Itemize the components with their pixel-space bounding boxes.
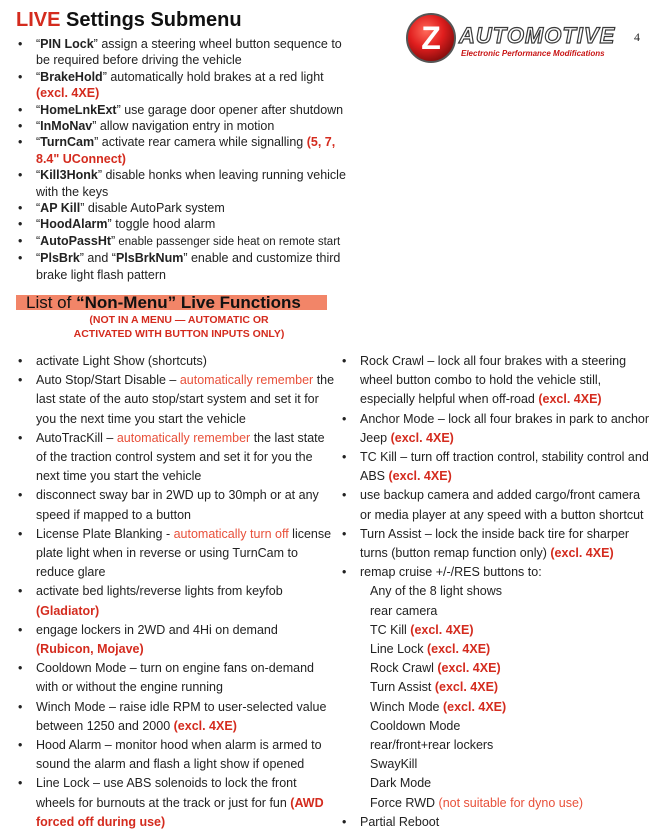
section-heading-pre: List of xyxy=(26,293,77,312)
setting-description: use garage door opener after shutdown xyxy=(120,102,344,117)
title-live: LIVE xyxy=(16,9,61,31)
function-item-text: Rock Crawl – lock all four brakes with a steering wheel button combo to hold the vehicle still, especially helpful when off-road xyxy=(360,354,627,407)
remap-option xyxy=(370,755,652,774)
setting-name: TurnCam xyxy=(40,135,95,150)
function-item-highlight: automatically remember xyxy=(179,373,314,388)
function-item xyxy=(16,774,336,832)
setting-item: • “HoodAlarm” toggle hood alarm xyxy=(16,216,346,232)
setting-description: enable and customize third brake light flash pattern xyxy=(36,251,341,282)
functions-left-column xyxy=(16,352,336,832)
section-heading xyxy=(26,293,301,313)
function-item-note: (excl. 4XE) xyxy=(173,718,237,733)
function-item xyxy=(340,813,652,832)
title-rest: Settings Submenu xyxy=(60,9,242,31)
setting-description: disable honks when leaving running vehicle with the keys xyxy=(36,168,346,199)
remap-option xyxy=(370,678,652,697)
logo-graphic xyxy=(405,12,620,64)
function-item-note: (Rubicon, Mojave) xyxy=(36,642,144,657)
function-item-text-cont: the last state of the auto stop/start system and set it for you the next time you start the vehicle xyxy=(36,373,335,426)
remap-option xyxy=(370,794,652,813)
function-item-text: Winch Mode – raise idle RPM to user-selected value between 1250 and 2000 xyxy=(36,699,327,733)
setting-description: assign a steering wheel button sequence to be required before driving the vehicle xyxy=(36,37,342,68)
function-item-text: activate Light Show (shortcuts) xyxy=(36,354,207,368)
function-item xyxy=(16,486,336,524)
function-item-text: Turn Assist – lock the inside back tire for sharper turns (button remap function only) xyxy=(360,526,630,561)
function-item-text: Cooldown Mode – turn on engine fans on-demand with or without the engine running xyxy=(36,661,314,695)
remap-option-text: Dark Mode xyxy=(370,776,432,791)
function-item-note: (excl. 4XE) xyxy=(388,469,452,484)
function-item-note: (excl. 4XE) xyxy=(550,546,614,561)
function-item-text: TC Kill – turn off traction control, stability control and ABS xyxy=(360,450,649,484)
function-item xyxy=(16,371,336,429)
function-item-text: Auto Stop/Start Disable – xyxy=(36,373,180,388)
remap-option xyxy=(370,602,652,621)
setting-name: InMoNav xyxy=(40,119,93,134)
remap-option-text: TC Kill xyxy=(370,622,411,637)
functions-right-column xyxy=(340,352,652,832)
remap-option xyxy=(370,736,652,755)
setting-item: • “BrakeHold” automatically hold brakes at a red light (excl. 4XE) xyxy=(16,69,346,102)
setting-name: HoodAlarm xyxy=(40,217,108,232)
function-item-note: (Gladiator) xyxy=(36,603,100,618)
setting-description: toggle hood alarm xyxy=(111,217,216,232)
function-item-text: Hood Alarm – monitor hood when alarm is armed to sound the alarm and flash a light show if opened xyxy=(36,738,322,772)
remap-option-note: (excl. 4XE) xyxy=(442,699,507,714)
function-item xyxy=(16,582,336,620)
remap-option-text: Winch Mode xyxy=(370,699,443,714)
remap-option-text: Line Lock xyxy=(370,642,427,657)
remap-option-highlight: (not suitable for dyno use) xyxy=(438,795,584,810)
logo-word: AUTOMOTIVE xyxy=(459,23,616,48)
function-item xyxy=(340,448,652,486)
setting-name: Kill3Honk xyxy=(40,168,98,183)
setting-name: AutoPassHt xyxy=(40,233,112,248)
function-item xyxy=(340,352,652,410)
setting-name: AP Kill xyxy=(40,201,81,216)
function-item-text: Anchor Mode – lock all four brakes in park to anchor Jeep xyxy=(360,411,650,445)
setting-name: PlsBrk xyxy=(40,251,80,266)
setting-description: activate rear camera while signalling xyxy=(98,135,307,150)
remap-option-note: (excl. 4XE) xyxy=(437,661,501,676)
remap-option-text: Cooldown Mode xyxy=(370,718,461,733)
setting-name: BrakeHold xyxy=(40,69,103,84)
setting-note: (excl. 4XE) xyxy=(36,86,100,101)
remap-option xyxy=(370,582,652,601)
function-item-highlight: automatically remember xyxy=(116,430,251,445)
function-item-text: engage lockers in 2WD and 4Hi on demand xyxy=(36,622,278,637)
remap-option xyxy=(370,621,652,640)
setting-item: • “Kill3Honk” disable honks when leaving running vehicle with the keys xyxy=(16,167,346,200)
function-item xyxy=(340,563,652,582)
setting-item: • “InMoNav” allow navigation entry in motion xyxy=(16,118,346,134)
remap-option-text: SwayKill xyxy=(370,757,418,772)
function-item-text: AutoTracKill – xyxy=(36,430,117,445)
function-item xyxy=(16,736,336,774)
section-subheading-line2: ACTIVATED WITH BUTTON INPUTS ONLY) xyxy=(73,328,285,340)
remap-option xyxy=(370,698,652,717)
setting-item: • “PIN Lock” assign a steering wheel button sequence to be required before driving the vehicle xyxy=(16,36,346,69)
remap-option-note: (excl. 4XE) xyxy=(410,622,474,637)
setting-item: • “AP Kill” disable AutoPark system xyxy=(16,200,346,216)
remap-option-text: Any of the 8 light shows xyxy=(370,584,503,599)
setting-description: disable AutoPark system xyxy=(84,201,225,216)
function-item xyxy=(340,410,652,448)
page-title xyxy=(16,9,242,32)
setting-item: • “AutoPassHt” enable passenger side heat on remote start xyxy=(16,233,346,250)
function-item-text-cont: the last state of the traction control system and set it for you the next time you start the vehicle xyxy=(36,430,325,484)
section-heading-bold: “Non-Menu” Live Functions xyxy=(76,293,301,312)
logo-letter: Z xyxy=(421,20,441,56)
function-item-note: (excl. 4XE) xyxy=(538,392,602,407)
remap-option-text: Rock Crawl xyxy=(370,661,438,676)
function-item xyxy=(16,698,336,736)
function-item-text: disconnect sway bar in 2WD up to 30mph or at any speed if mapped to a button xyxy=(36,488,319,522)
function-item-text: use backup camera and added cargo/front camera or media player at any speed with a button shortcut xyxy=(360,488,644,522)
function-item xyxy=(16,429,336,487)
section-subheading-line1: (NOT IN A MENU — AUTOMATIC OR xyxy=(89,314,269,326)
logo-tagline: Electronic Performance Modifications xyxy=(461,49,605,58)
setting-item: • “PlsBrk” and “PlsBrkNum” enable and customize third brake light flash pattern xyxy=(16,250,346,283)
page-number: 4 xyxy=(634,30,640,44)
function-item-text: Line Lock – use ABS solenoids to lock the front wheels for burnouts at the track or just for fun xyxy=(36,776,297,810)
section-subheading xyxy=(20,313,338,341)
remap-option-text: rear/front+rear lockers xyxy=(370,738,494,753)
remap-option-note: (excl. 4XE) xyxy=(434,680,499,695)
function-item xyxy=(16,352,336,371)
function-item xyxy=(16,621,336,659)
setting-name: PIN Lock xyxy=(40,37,94,51)
function-item-text: activate bed lights/reverse lights from keyfob xyxy=(36,584,283,599)
settings-list xyxy=(16,36,346,283)
function-item-text: remap cruise +/-/RES buttons to: xyxy=(360,565,542,580)
function-item xyxy=(16,659,336,697)
setting-item: • “TurnCam” activate rear camera while signalling (5, 7, 8.4" UConnect) xyxy=(16,134,346,167)
remap-option-text: Turn Assist xyxy=(370,680,435,695)
setting-description: automatically hold brakes at a red light xyxy=(106,69,324,84)
function-item-note: (AWD forced off during use) xyxy=(36,795,324,829)
remap-option xyxy=(370,659,652,678)
setting-joiner: and xyxy=(83,251,112,266)
function-item-text: License Plate Blanking - xyxy=(36,526,174,541)
setting-name: PlsBrkNum xyxy=(115,251,184,266)
function-item-highlight: automatically turn off xyxy=(173,526,289,541)
remap-option-note: (excl. 4XE) xyxy=(426,642,491,657)
function-item xyxy=(340,525,652,563)
function-item xyxy=(16,525,336,583)
remap-option-text: Force RWD xyxy=(370,795,439,810)
remap-option xyxy=(370,717,652,736)
setting-note: (5, 7, 8.4" UConnect) xyxy=(36,135,336,166)
setting-description: enable passenger side heat on remote start xyxy=(115,235,341,248)
function-item-text: Partial Reboot xyxy=(360,814,440,829)
setting-name: HomeLnkExt xyxy=(40,102,117,117)
function-item-text-cont: license plate light when in reverse or using TurnCam to reduce glare xyxy=(36,526,332,580)
setting-description: allow navigation entry in motion xyxy=(96,119,275,134)
setting-item: • “HomeLnkExt” use garage door opener after shutdown xyxy=(16,102,346,118)
z-automotive-logo xyxy=(405,12,620,64)
function-item xyxy=(340,486,652,524)
remap-option xyxy=(370,774,652,793)
remap-option xyxy=(370,640,652,659)
function-item-note: (excl. 4XE) xyxy=(390,430,454,445)
remap-option-text: rear camera xyxy=(370,603,438,618)
remap-options-list xyxy=(340,582,652,812)
